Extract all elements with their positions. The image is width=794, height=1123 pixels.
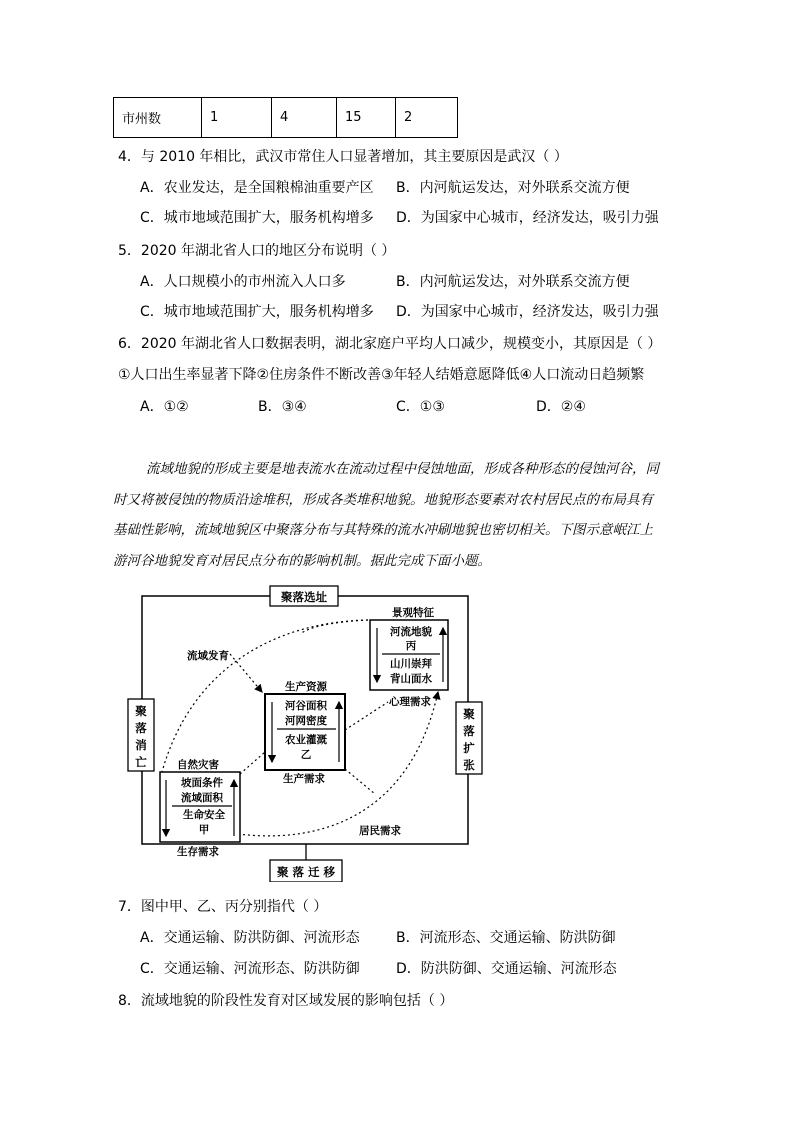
table-row	[114, 98, 458, 138]
passage-line-3: 基础性影响，流域地貌区中聚落分布与其特殊的流水冲刷地貌也密切相关。下图示意岷江上	[113, 522, 653, 538]
q7-option-b: B．河流形态、交通运输、防洪防御	[396, 930, 616, 946]
link-prod-resident	[345, 769, 375, 794]
q4-option-c: C．城市地域范围扩大，服务机构增多	[140, 210, 374, 226]
q6-option-a: A．①②	[140, 399, 189, 415]
q4-stem: 4．与 2010 年相比，武汉市常住人口显著增加，其主要原因是武汉（ ）	[118, 149, 568, 165]
landscape-footer: 心理需求	[389, 696, 431, 708]
q5-option-d: D．为国家中心城市，经济发达，吸引力强	[396, 304, 659, 320]
q6-stem: 6．2020 年湖北省人口数据表明，湖北家庭户平均人口减少，规模变小，其原因是（ ）	[118, 336, 662, 352]
link-surv-prod	[240, 752, 265, 774]
link-prod-land	[345, 702, 388, 730]
q6-option-c: C．①③	[396, 399, 445, 415]
landscape-item: 背山面水	[390, 673, 432, 685]
settlement-mechanism-diagram	[120, 582, 490, 882]
production-item: 农业灌溉	[285, 734, 327, 746]
q5-option-b: B．内河航运发达，对外联系交流方便	[396, 274, 630, 290]
q8-stem: 8．流域地貌的阶段性发育对区域发展的影响包括（ ）	[118, 993, 454, 1009]
left-label-char: 消	[135, 738, 147, 752]
survival-item: 流域面积	[181, 792, 223, 804]
passage-line-1: 流域地貌的形成主要是地表流水在流动过程中侵蚀地面，形成各种形态的侵蚀河谷，同	[146, 461, 659, 477]
q7-stem: 7．图中甲、乙、丙分别指代（ ）	[118, 899, 328, 915]
survival-title: 自然灾害	[177, 759, 219, 771]
q5-option-a: A．人口规模小的市州流入人口多	[140, 274, 346, 290]
flow-curve-top	[300, 620, 368, 634]
bottom-label: 聚 落 迁 移	[276, 865, 336, 879]
right-label-char: 扩	[463, 741, 475, 755]
left-label-char: 聚	[135, 704, 147, 718]
passage-line-2: 时又将被侵蚀的物质沿途堆积，形成各类堆积地貌。地貌形态要素对农村居民点的布局具有	[113, 492, 653, 508]
left-label-char: 落	[135, 721, 147, 735]
left-label-char: 亡	[135, 755, 147, 769]
survival-item: 坡面条件	[181, 777, 223, 789]
passage-line-4: 游河谷地貌发育对居民点分布的影响机制。据此完成下面小题。	[113, 553, 491, 569]
landscape-title: 景观特征	[392, 607, 434, 619]
survival-item: 生命安全	[183, 809, 225, 821]
right-label-char: 落	[463, 724, 475, 738]
landscape-item: 山川崇拜	[390, 658, 432, 670]
right-label-char: 张	[463, 758, 475, 772]
q5-option-c: C．城市地域范围扩大，服务机构增多	[140, 304, 374, 320]
table-row-label: 市州数	[114, 98, 202, 138]
q7-option-c: C．交通运输、河流形态、防洪防御	[140, 961, 360, 977]
q7-option-d: D．防洪防御、交通运输、河流形态	[396, 961, 617, 977]
production-item: 河网密度	[285, 715, 327, 727]
q6-option-d: D．②④	[536, 399, 586, 415]
production-item: 河谷面积	[285, 700, 327, 712]
production-title: 生产资源	[285, 681, 327, 693]
q4-option-d: D．为国家中心城市，经济发达，吸引力强	[396, 210, 659, 226]
table-cell: 4	[272, 98, 337, 138]
basin-arrow	[230, 654, 262, 692]
survival-footer: 生存需求	[177, 846, 219, 858]
table-cell: 1	[202, 98, 272, 138]
q4-option-b: B．内河航运发达，对外联系交流方便	[396, 180, 630, 196]
production-item: 乙	[300, 749, 312, 761]
q4-option-a: A．农业发达，是全国粮棉油重要产区	[140, 180, 374, 196]
production-footer: 生产需求	[283, 773, 325, 785]
right-label-char: 聚	[463, 707, 475, 721]
q5-stem: 5．2020 年湖北省人口的地区分布说明（ ）	[118, 243, 396, 259]
resident-need-label: 居民需求	[359, 825, 401, 837]
basin-development-label: 流域发育	[187, 650, 229, 662]
population-table	[113, 97, 458, 138]
survival-item: 甲	[198, 824, 210, 836]
q6-statements: ①人口出生率显著下降②住房条件不断改善③年轻人结婚意愿降低④人口流动日趋频繁	[118, 367, 645, 383]
top-label: 聚落选址	[281, 590, 327, 604]
table-cell: 2	[396, 98, 458, 138]
q6-option-b: B．③④	[258, 399, 307, 415]
q7-option-a: A．交通运输、防洪防御、河流形态	[140, 930, 360, 946]
landscape-item: 丙	[405, 640, 417, 652]
landscape-item: 河流地貌	[390, 626, 432, 638]
table-cell: 15	[337, 98, 396, 138]
